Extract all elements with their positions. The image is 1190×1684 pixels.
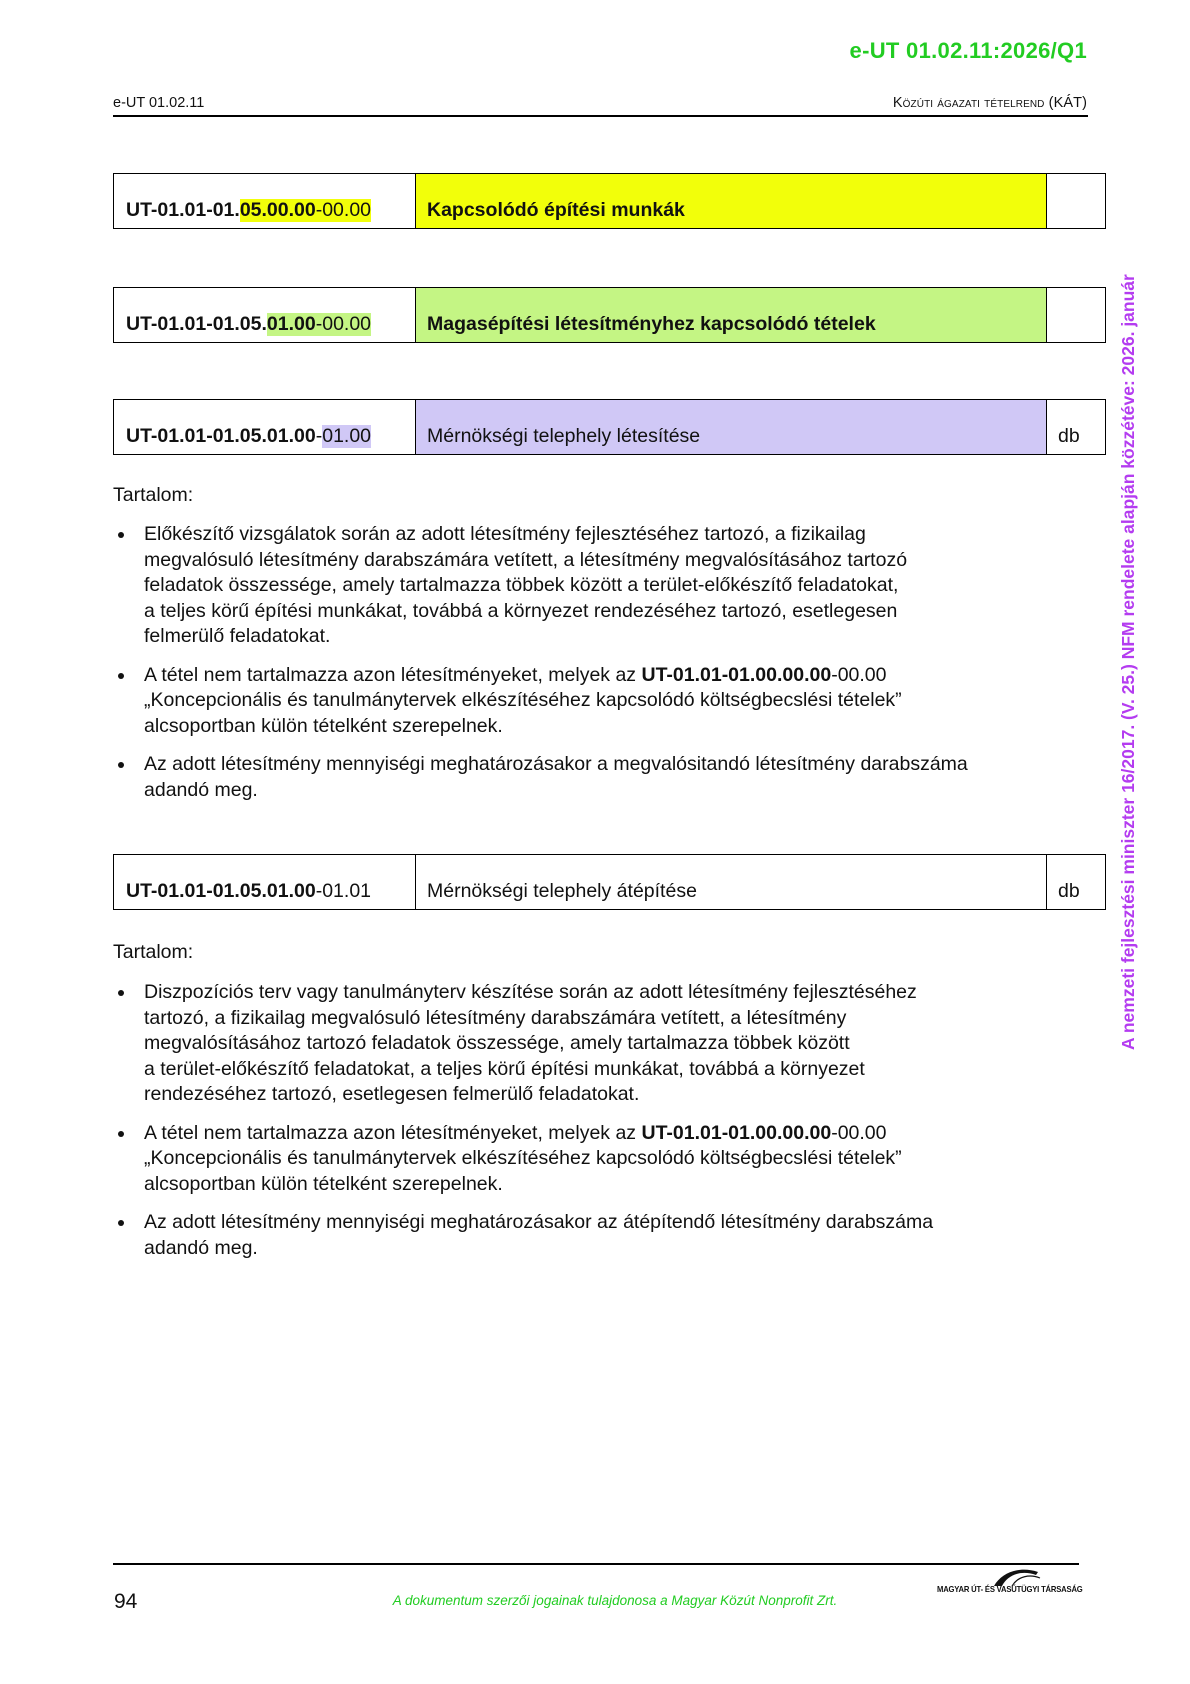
item-unit: db [1058,880,1080,902]
code-prefix: UT-01.01-01.05.01.00 [126,425,316,447]
bullet-line [144,1121,1093,1147]
bullet-line: megvalósuló létesítmény darabszámára vetített, a létesítmény megvalósításához tartozó [144,548,908,571]
header-right-text: Közúti ágazati tételrend (KÁT) [892,95,1087,111]
bullet-line: Az adott létesítmény mennyiségi meghatározásakor az átépítendő létesítmény darabszáma [144,1211,934,1233]
item-code [114,174,416,228]
code-dash: - [315,425,323,447]
bullet-icon [118,1131,124,1137]
bullet-line: feladatok összessége, amely tartalmazza többek között a terület-előkészítő feladatokat, [144,574,899,596]
copyright-notice: A dokumentum szerzői jogainak tulajdonosa a Magyar Közút Nonprofit Zrt. [392,1593,838,1608]
bullet-line: Diszpozíciós terv vagy tanulmányterv készítése során az adott létesítmény fejlesztéséhez [144,981,917,1003]
bullet-item [113,663,1093,740]
bullet-line: Előkészítő vizsgálatok során az adott létesítmény fejlesztéséhez tartozó, a fizikailag [144,523,866,545]
bullet-item [113,1121,1093,1198]
bullet-line: alcsoportban külön tételként szerepelnek. [144,714,503,737]
header-divider [113,115,1088,117]
item-unit [1047,174,1105,228]
item-unit: db [1058,425,1080,447]
content-label: Tartalom: [113,484,194,506]
item-row-level2 [113,287,1106,343]
page-number: 94 [114,1590,138,1613]
item-title: Kapcsolódó építési munkák [416,174,1047,228]
bullet-icon [118,532,124,538]
bullet-line: Az adott létesítmény mennyiségi meghatározásakor a megvalósitandó létesítmény darabszáma [144,753,968,775]
code-highlight-suffix: -00.00 [315,199,372,221]
bullet-line: tartozó, a fizikailag megvalósuló létesítmény darabszámára vetített, a létesítmény [144,1006,847,1029]
bullet-icon [118,673,124,679]
bullet-line: alcsoportban külön tételként szerepelnek. [144,1172,503,1195]
publication-side-note: A nemzeti fejlesztési miniszter 16/2017. (V. 25.) NFM rendelete alapján közzétéve: 2026. január [1118,274,1138,1050]
item-unit [1047,288,1105,342]
item-code [114,288,416,342]
content-bullet-list [113,522,1093,816]
item-row-level1 [113,173,1106,229]
header-left-text: e-UT 01.02.11 [113,95,205,111]
bullet-line: rendezéséhez tartozó, esetlegesen felmerülő feladatokat. [144,1083,640,1105]
bullet-icon [118,762,124,768]
item-title: Mérnökségi telephely létesítése [416,400,1047,454]
reference-code: UT-01.01-01.00.00.00 [641,1121,832,1144]
bullet-line: megvalósításához tartozó feladatok összessége, amely tartalmazza többek között [144,1032,850,1054]
footer-divider [113,1563,1079,1565]
item-code [114,855,416,909]
logo-text: MAGYAR ÚT- ÉS VASÚTÜGYI TÁRSASÁG [937,1584,1083,1594]
code-prefix: UT-01.01-01.05. [126,313,267,335]
bullet-icon [118,990,124,996]
item-title: Magasépítési létesítményhez kapcsolódó tételek [416,288,1047,342]
content-bullet-list [113,980,1093,1274]
bullet-line: „Koncepcionális és tanulmánytervek elkészítéséhez kapcsolódó költségbecslési tételek” [144,689,902,711]
bullet-line: a teljes körű építési munkákat, továbbá a környezet rendezéséhez tartozó, esetlegesen [144,599,898,622]
reference-code-suffix: -00.00 [831,663,887,686]
reference-code-suffix: -00.00 [831,1121,887,1144]
item-title: Mérnökségi telephely átépítése [416,855,1047,909]
bullet-line: a terület-előkészítő feladatokat, a teljes körű építési munkákat, továbbá a környezet [144,1057,865,1080]
bullet-line: adandó meg. [144,1236,258,1259]
bullet-text: A tétel nem tartalmazza azon létesítményeket, melyek az [144,1121,642,1144]
code-highlight: 05.00.00 [239,199,316,221]
content-label: Tartalom: [113,941,194,963]
code-suffix: -01.01 [315,880,372,902]
bullet-item [113,1210,1093,1261]
reference-code: UT-01.01-01.00.00.00 [641,663,832,686]
code-highlight: 01.00 [322,425,372,447]
code-highlight: 01.00 [266,313,316,335]
bullet-icon [118,1220,124,1226]
document-id: e-UT 01.02.11:2026/Q1 [849,38,1087,63]
company-logo [937,1566,1082,1606]
bullet-item [113,752,1093,803]
code-prefix: UT-01.01-01. [126,199,240,221]
bullet-item [113,522,1093,650]
code-prefix: UT-01.01-01.05.01.00 [126,880,316,902]
bullet-line: adandó meg. [144,778,258,801]
bullet-line: felmerülő feladatokat. [144,625,331,647]
bullet-text: A tétel nem tartalmazza azon létesítményeket, melyek az [144,663,642,686]
code-highlight-suffix: -00.00 [315,313,372,335]
logo-swoosh-icon [992,1566,1042,1586]
bullet-item [113,980,1093,1108]
bullet-line: „Koncepcionális és tanulmánytervek elkészítéséhez kapcsolódó költségbecslési tételek” [144,1147,902,1169]
item-row-level3 [113,399,1106,455]
item-row-level3 [113,854,1106,910]
item-code [114,400,416,454]
bullet-line [144,663,1093,689]
